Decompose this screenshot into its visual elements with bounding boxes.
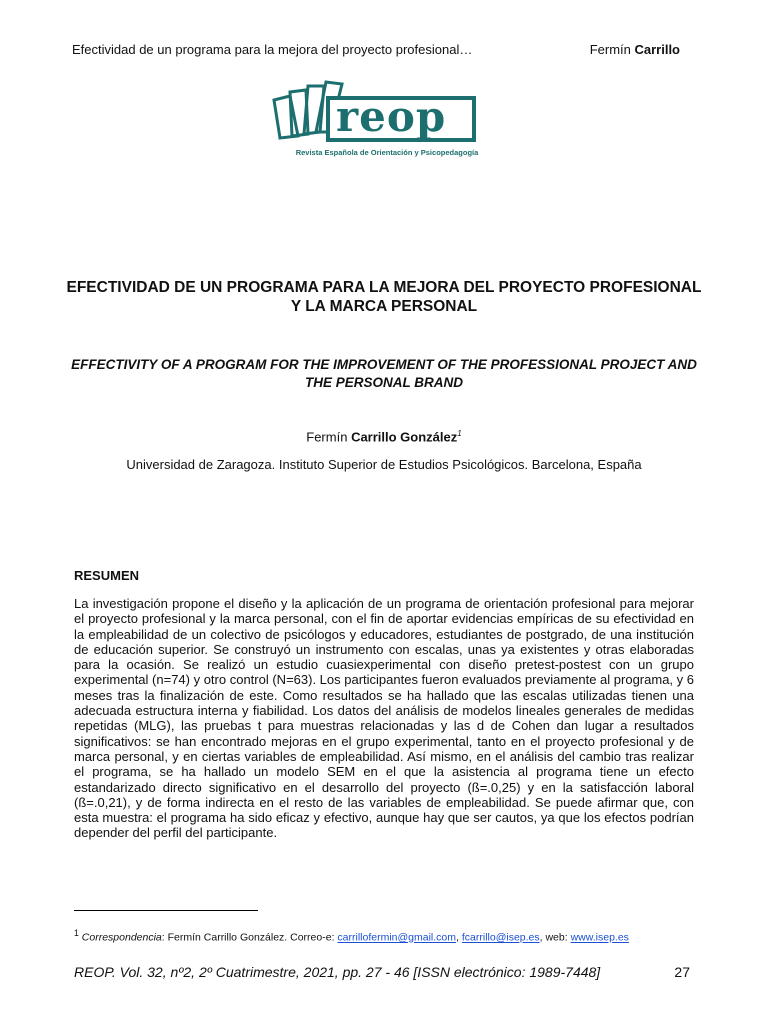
article-title-en: EFFECTIVITY OF A PROGRAM FOR THE IMPROVEMENT OF THE PROFESSIONAL PROJECT AND THE PERSONAL BRAND [71, 357, 697, 390]
author-first-name: Fermín [306, 429, 348, 445]
author-footnote-mark[interactable]: 1 [457, 429, 462, 438]
author-line [0, 429, 768, 444]
resumen-heading: RESUMEN [74, 568, 140, 583]
footnote: $^1$ Correspondencia: Fermín Carrillo González. Correo-e: carrillofermin@gmail.com, fcarrillo@isep.es, web: www.isep.es [74, 928, 629, 944]
author-last-name: Carrillo González [351, 429, 458, 445]
running-title: Efectividad de un programa para la mejora del proyecto profesional… [72, 42, 473, 57]
resumen-text: La investigación propone el diseño y la aplicación de un programa de orientación profesional para mejorar el proyecto profesional y la marca personal, con el fin de aportar evidencias empíricas de su efectividad en la empleabilidad de un colectivo de psicólogos y educadores, estudiantes de postgrado, de una institución de educación superior. Se construyó un instrumento con escalas, unas ya existentes y otras elaboradas para la ocasión. Se realizó un estudio cuasiexperimental con diseño pretest-postest con un grupo experimental (n=74) y otro control (N=63). Los participantes fueron evaluados previamente al programa, y 6 meses tras la finalización de este. Como resultados se ha hallado que las escalas utilizadas tienen una adecuada estructura interna y fiabilidad. Los datos del análisis de modelos lineales generales de medidas repetidas (MLG), las pruebas t para muestras relacionadas y las d de Cohen dan lugar a resultados significativos: se han encontrado mejoras en el grupo experimental, tanto en el proyecto profesional y de marca personal, y en ciertas variables de empleabilidad. Así mismo, en el análisis del cambio tras realizar el programa, se ha hallado un modelo SEM en el que la asistencia al programa tiene un efecto estandarizado directo significativo en el desarrollo del proyecto (ß=.0,25) y en la satisfacción laboral (ß=.0,21), y de forma indirecta en el resto de las variables de empleabilidad. Se puede afirmar que, con esta muestra: el programa ha sido eficaz y efectivo, aunque hay que ser cautos, ya que los efectos podrían depender del perfil del participante. [74, 596, 694, 841]
logo-word: reop [336, 92, 447, 141]
page-number: 27 [674, 964, 690, 980]
logo-subtitle: Revista Española de Orientación y Psicopedagogía [295, 148, 479, 157]
affiliation: Universidad de Zaragoza. Instituto Superior de Estudios Psicológicos. Barcelona, España [126, 457, 642, 472]
footnote-rule [74, 910, 258, 911]
article-title-es: EFECTIVIDAD DE UN PROGRAMA PARA LA MEJORA DEL PROYECTO PROFESIONAL Y LA MARCA PERSONAL [66, 279, 702, 315]
citation: REOP. Vol. 32, nº2, 2º Cuatrimestre, 2021, pp. 27 - 46 [ISSN electrónico: 1989-7448] [74, 964, 601, 980]
email-link-2[interactable]: fcarrillo@isep.es [461, 931, 540, 944]
page-footer [74, 964, 690, 980]
footnote-text: : Fermín Carrillo González. Correo-e: [161, 931, 338, 944]
running-author: Fermín Carrillo [589, 42, 680, 57]
web-link[interactable]: www.isep.es [570, 931, 629, 944]
email-link-1[interactable]: carrillofermin@gmail.com [337, 931, 457, 944]
footnote-mark: 1 [74, 928, 79, 938]
footnote-label: Correspondencia [81, 931, 162, 944]
journal-logo [270, 78, 500, 168]
running-header [72, 42, 680, 57]
